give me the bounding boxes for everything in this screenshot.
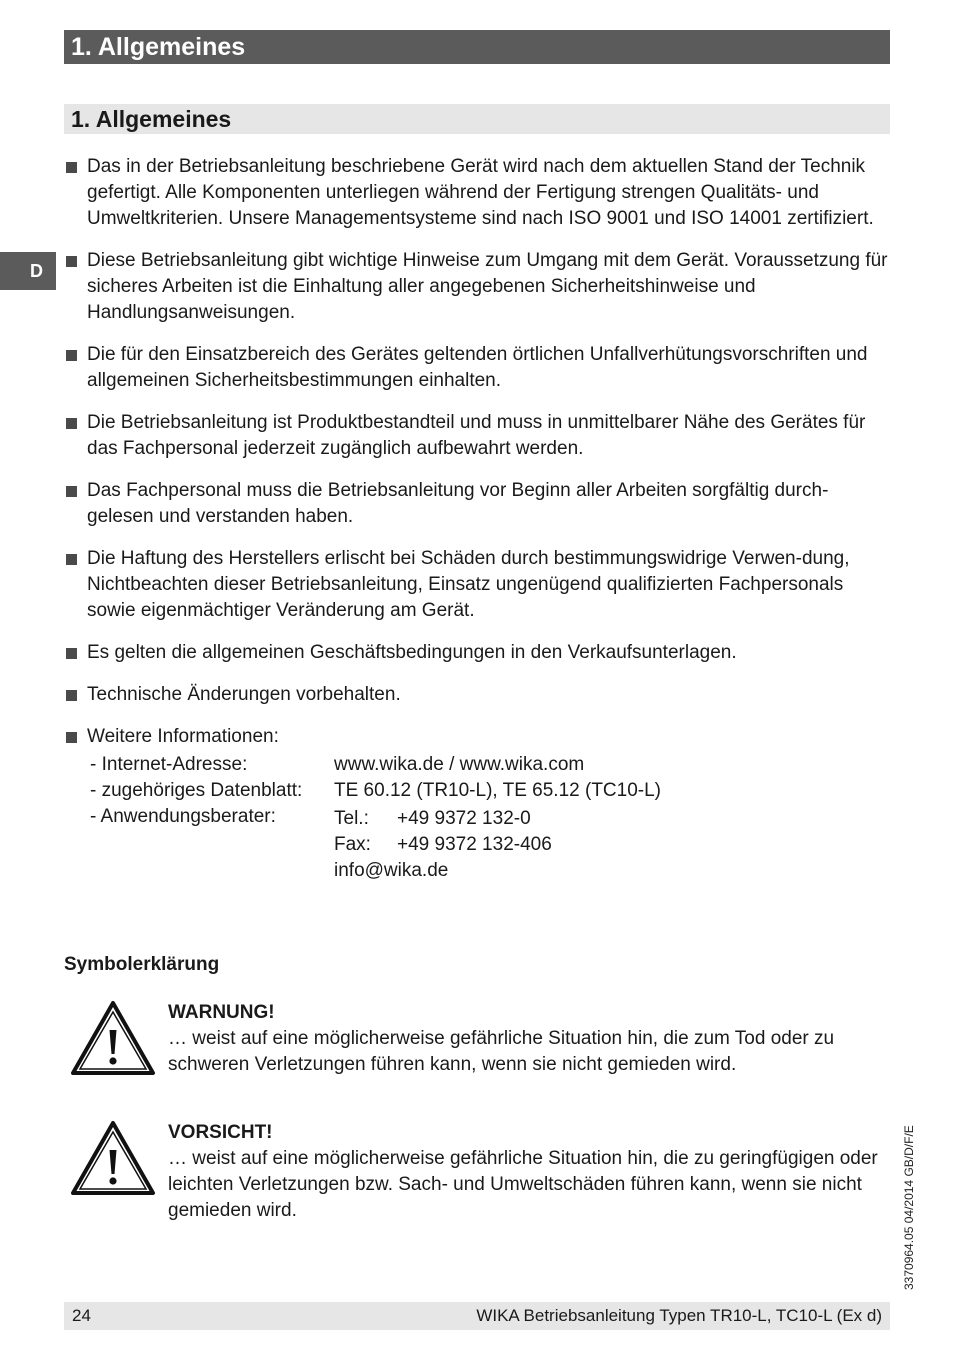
list-item [64, 546, 890, 624]
datasheet-value: TE 60.12 (TR10-L), TE 65.12 (TC10-L) [334, 780, 661, 801]
caution-text-block [168, 1120, 890, 1224]
tel-line [334, 806, 552, 832]
datasheet-label: - zugehöriges Datenblatt: [90, 780, 303, 801]
list-item [64, 248, 890, 326]
general-info-list [64, 154, 890, 884]
square-bullet-icon [66, 256, 77, 267]
square-bullet-icon [66, 486, 77, 497]
info-row-advisor [90, 804, 890, 884]
square-bullet-icon [66, 690, 77, 701]
contact-info-table [90, 752, 890, 884]
email-value[interactable]: info@wika.de [334, 860, 449, 881]
tel-value: +49 9372 132-0 [397, 808, 531, 829]
square-bullet-icon [66, 732, 77, 743]
list-item-text: Das in der Betriebsanleitung beschriebene Gerät wird nach dem aktuellen Stand der Technik gefertigt. Alle Komponenten unterliegen während der Fertigung strengen Qualitäts- und Umweltkriterien. Unsere Managementsysteme sind nach ISO 9001 und ISO 14001 zertifiziert. [87, 156, 874, 229]
list-item-text: Die für den Einsatzbereich des Gerätes geltenden örtlichen Unfallverhütungsvorschriften und allgemeinen Sicherheitsbestimmungen einhalten. [87, 344, 868, 391]
warning-text-block [168, 1000, 890, 1078]
fax-value: +49 9372 132-406 [397, 834, 552, 855]
warning-description: … weist auf eine möglicherweise gefährliche Situation hin, die zum Tod oder zu schweren Verletzungen führen kann, wenn sie nicht gemieden wird. [168, 1028, 835, 1075]
info-row-internet [90, 752, 890, 778]
square-bullet-icon [66, 162, 77, 173]
internet-value[interactable]: www.wika.de / www.wika.com [334, 754, 585, 775]
page-footer [64, 1302, 890, 1330]
list-item-text: Es gelten die allgemeinen Geschäftsbedingungen in den Verkaufsunterlagen. [87, 642, 737, 663]
warning-triangle-icon [70, 1000, 156, 1076]
footer-doc-title: WIKA Betriebsanleitung Typen TR10-L, TC10-L (Ex d) [476, 1306, 882, 1325]
list-item [64, 410, 890, 462]
list-item-text: Die Betriebsanleitung ist Produktbestandteil und muss in unmittelbarer Nähe des Gerätes für das Fachpersonal jederzeit zugänglich aufbewahrt werden. [87, 412, 866, 459]
square-bullet-icon [66, 648, 77, 659]
advisor-label: - Anwendungsberater: [90, 806, 276, 827]
list-item-text: Diese Betriebsanleitung gibt wichtige Hinweise zum Umgang mit dem Gerät. Voraussetzung für sicheres Arbeiten ist die Einhaltung aller angegebenen Sicherheitshinweise und Handlungsanweisungen. [87, 250, 888, 323]
page-header-title: 1. Allgemeines [71, 33, 246, 61]
list-item-text: Die Haftung des Herstellers erlischt bei Schäden durch bestimmungswidrige Verwen-dung, Nichtbeachten dieser Betriebsanleitung, Einsatz ungenügend qualifizierten Fachpersonals sowie eigenmächtiger Veränderung am Gerät. [87, 548, 850, 621]
advisor-contacts [334, 804, 552, 884]
info-row-datasheet [90, 778, 890, 804]
list-item [64, 154, 890, 232]
square-bullet-icon [66, 418, 77, 429]
square-bullet-icon [66, 350, 77, 361]
page-header-bar [64, 30, 890, 64]
symbol-legend-title: Symbolerklärung [64, 954, 220, 975]
tel-key: Tel.: [334, 808, 369, 829]
list-item [64, 342, 890, 394]
language-tab-label: D [30, 261, 43, 281]
caution-title: VORSICHT! [168, 1122, 273, 1143]
internet-label: - Internet-Adresse: [90, 754, 248, 775]
section-title: 1. Allgemeines [71, 106, 232, 132]
caution-description: … weist auf eine möglicherweise gefährliche Situation hin, die zu geringfügigen oder leichten Verletzungen bzw. Sach- und Umweltschäden führen kann, wenn sie nicht gemieden wird. [168, 1148, 878, 1221]
list-item-text: Technische Änderungen vorbehalten. [87, 684, 401, 705]
square-bullet-icon [66, 554, 77, 565]
fax-line [334, 832, 552, 858]
warning-triangle-icon [70, 1120, 156, 1196]
more-info-intro: Weitere Informationen: [87, 726, 279, 747]
list-item [64, 478, 890, 530]
fax-key: Fax: [334, 834, 371, 855]
list-item [64, 640, 890, 666]
language-tab [0, 252, 56, 290]
list-item [64, 682, 890, 708]
list-item-text: Das Fachpersonal muss die Betriebsanleitung vor Beginn aller Arbeiten sorgfältig durch-gelesen und verstanden haben. [87, 480, 829, 527]
list-item-more-info [64, 724, 890, 750]
page-number: 24 [72, 1306, 91, 1325]
section-heading [64, 104, 890, 134]
warning-title: WARNUNG! [168, 1002, 275, 1023]
document-code: 3370964.05 04/2014 GB/D/F/E [902, 1125, 916, 1290]
